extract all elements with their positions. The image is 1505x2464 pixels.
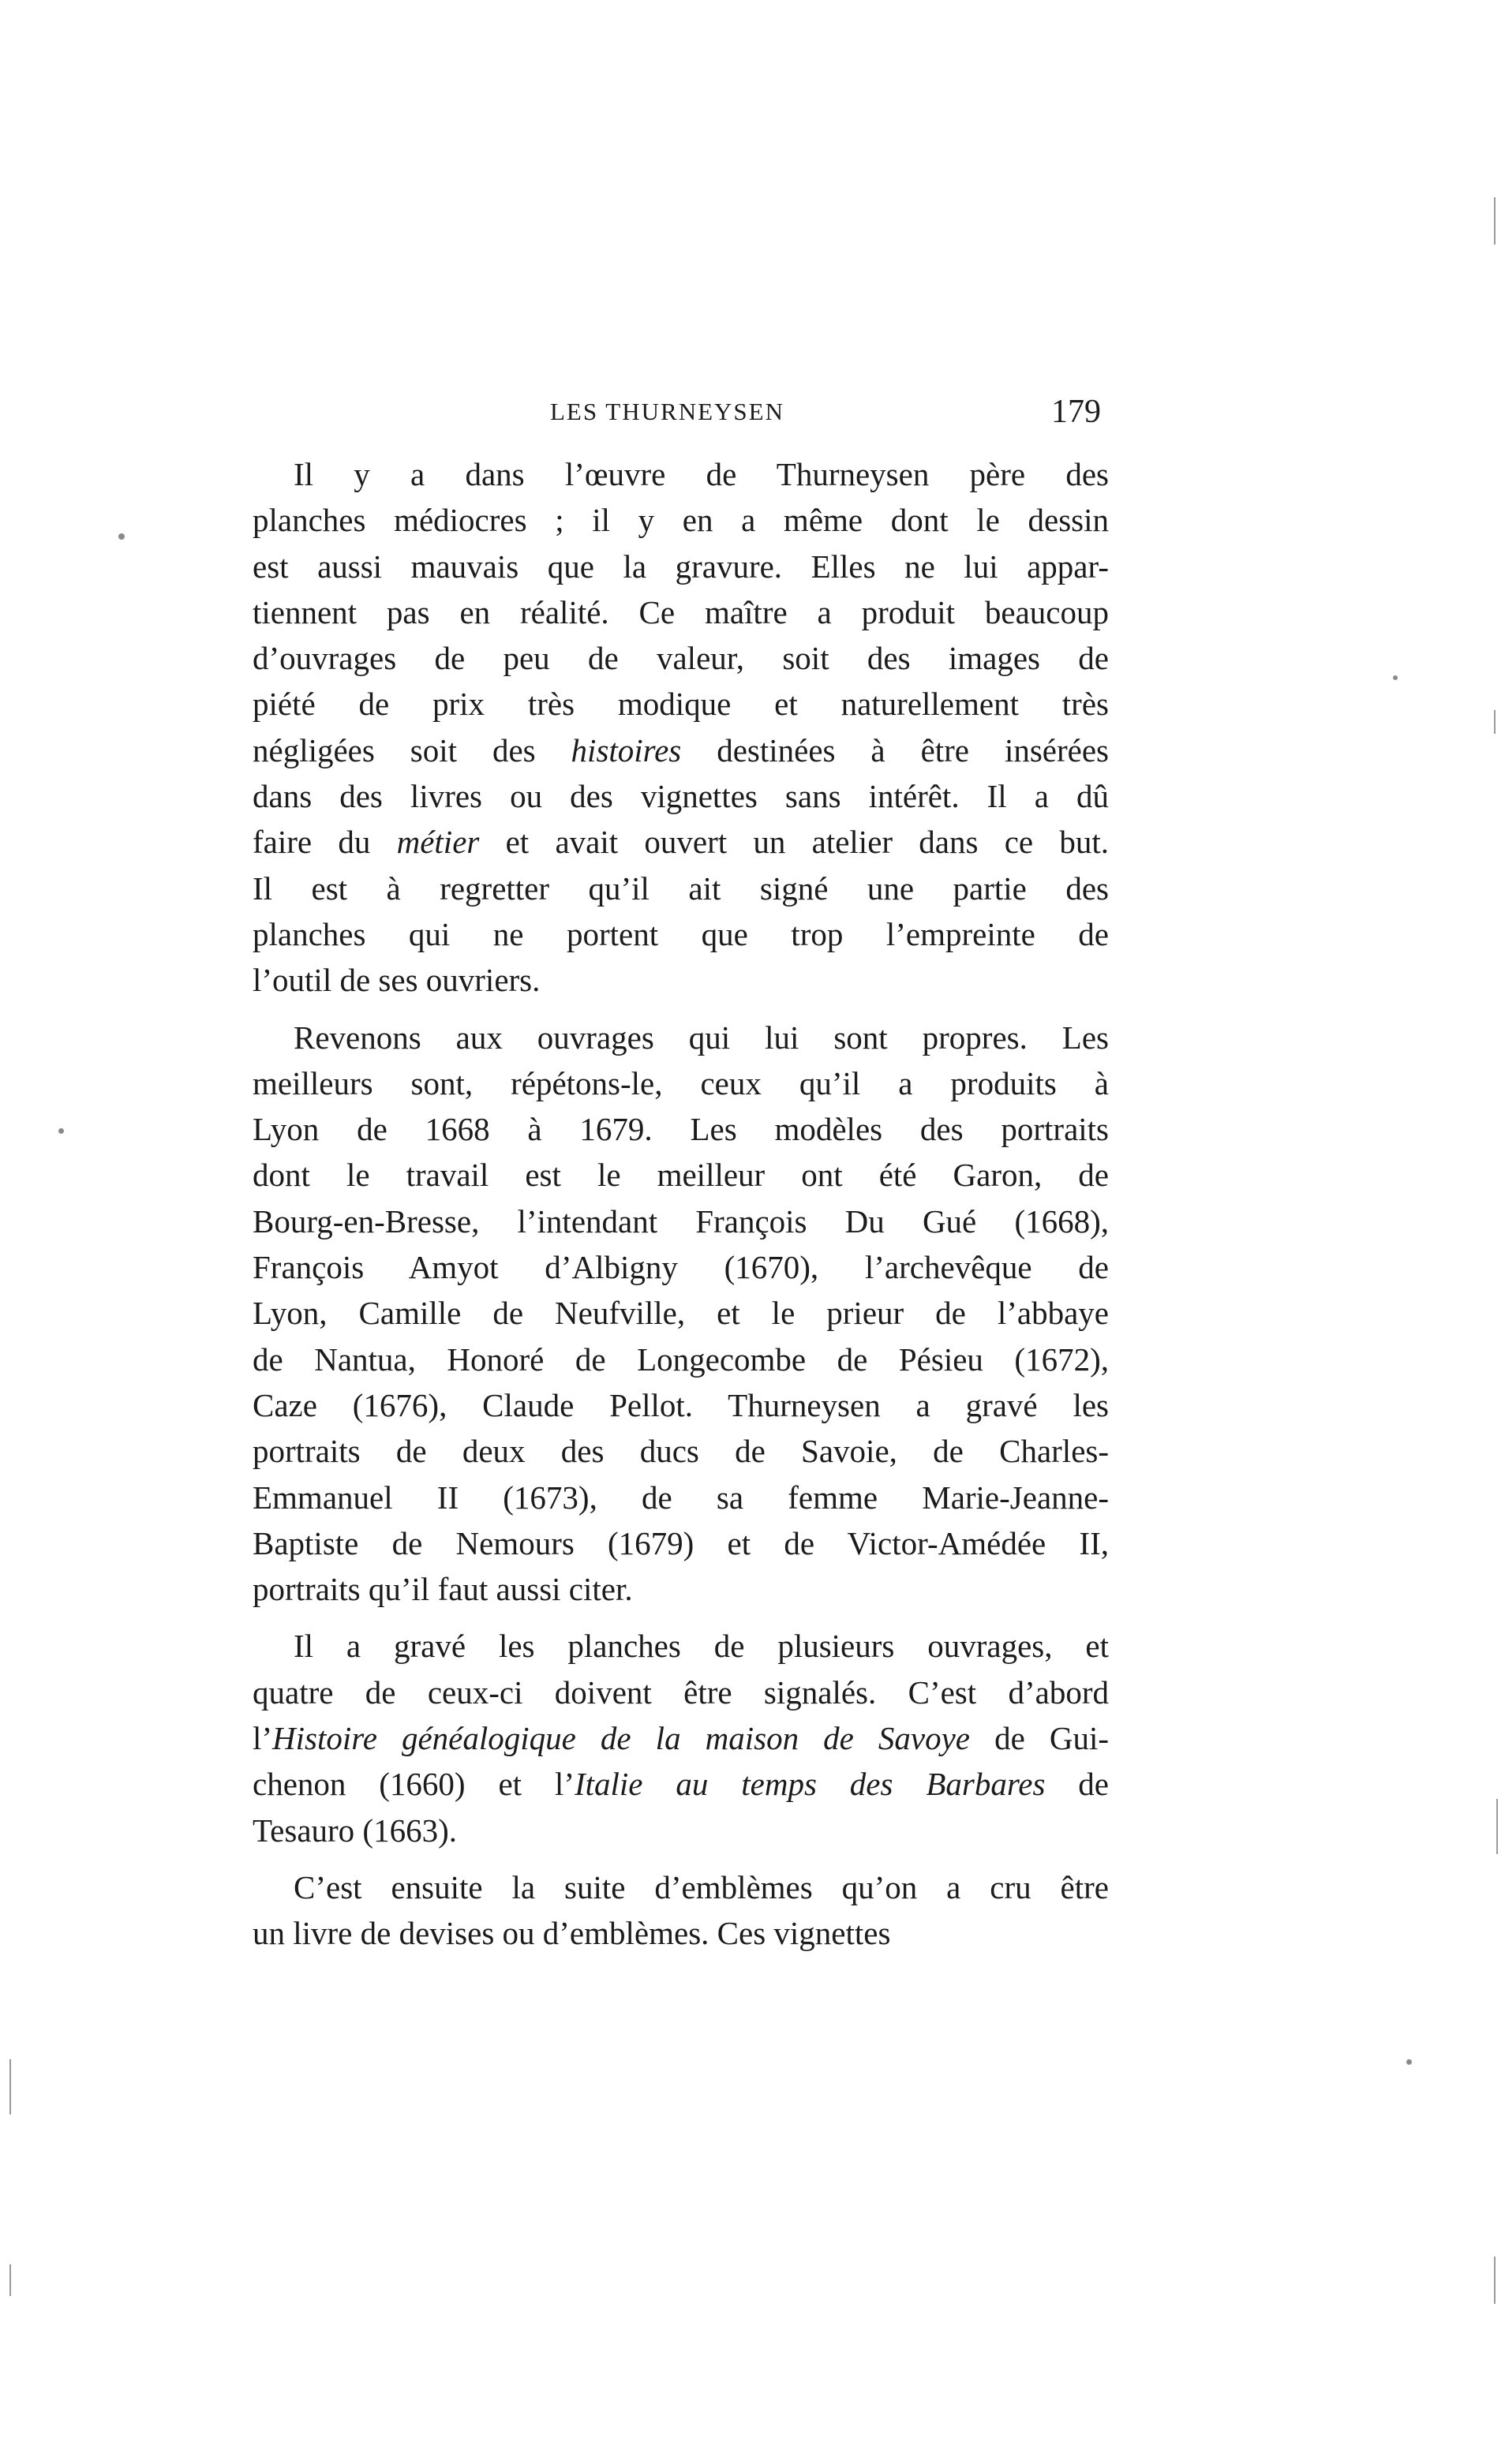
text-line: Lyon de 1668 à 1679. Les modèles des portraits <box>253 1111 1109 1148</box>
scan-mark <box>1496 1799 1498 1854</box>
text-line: C’est ensuite la suite d’emblèmes qu’on a cru être <box>294 1868 1109 1905</box>
paragraph <box>253 1015 1109 1613</box>
text-segment: destinées à être insérées <box>681 731 1109 768</box>
text-segment: négligées soit des <box>253 731 571 768</box>
text-line: Revenons aux ouvrages qui lui sont propres. Les <box>294 1019 1109 1056</box>
page-number: 179 <box>1051 394 1101 430</box>
text-segment: de <box>1045 1766 1109 1803</box>
scan-mark <box>1494 710 1496 734</box>
text-line: quatre de ceux-ci doivent être signalés. C’est d’abord <box>253 1673 1109 1711</box>
text-line: l’outil de ses ouvriers. <box>253 962 541 999</box>
text-line <box>253 1715 1109 1761</box>
text-line: Emmanuel II (1673), de sa femme Marie-Jeanne- <box>253 1479 1109 1516</box>
paragraph <box>253 451 1109 1004</box>
text-line <box>253 819 1109 865</box>
paragraph <box>253 1864 1109 1957</box>
italic-title: métier <box>396 824 480 861</box>
text-line: tiennent pas en réalité. Ce maître a produit beaucoup <box>253 593 1109 630</box>
text-line: Caze (1676), Claude Pellot. Thurneysen a gravé les <box>253 1386 1109 1423</box>
text-line: portraits qu’il faut aussi citer. <box>253 1571 633 1608</box>
paragraph-gap <box>253 1612 1109 1623</box>
italic-title: Italie au temps des Barbares <box>574 1766 1046 1803</box>
scan-mark <box>1494 2256 1496 2304</box>
text-line: François Amyot d’Albigny (1670), l’archevêque de <box>253 1249 1109 1286</box>
running-head <box>256 393 1117 440</box>
scan-speck <box>58 1128 64 1134</box>
scan-mark <box>9 2264 11 2296</box>
italic-title: histoires <box>571 731 682 768</box>
text-line: Baptiste de Nemours (1679) et de Victor-Amédée II, <box>253 1524 1109 1561</box>
text-segment: et avait ouvert un atelier dans ce but. <box>479 824 1109 861</box>
text-line: Lyon, Camille de Neufville, et le prieur de l’abbaye <box>253 1295 1109 1332</box>
scan-mark <box>1494 197 1496 245</box>
text-line <box>253 727 1109 773</box>
text-line <box>253 1761 1109 1807</box>
text-line: de Nantua, Honoré de Longecombe de Pésieu (1672), <box>253 1340 1109 1378</box>
text-line: Bourg-en-Bresse, l’intendant François Du Gué (1668), <box>253 1202 1109 1239</box>
paragraph <box>253 1623 1109 1853</box>
text-line: meilleurs sont, répétons-le, ceux qu’il a produits à <box>253 1064 1109 1101</box>
text-line: un livre de devises ou d’emblèmes. Ces vignettes <box>253 1915 891 1952</box>
text-segment: de Gui- <box>970 1720 1109 1757</box>
text-segment: faire du <box>253 824 397 861</box>
italic-title: Histoire généalogique de la maison de Savoye <box>272 1720 971 1757</box>
running-title: LES THURNEYSEN <box>550 398 784 425</box>
text-line: Il y a dans l’œuvre de Thurneysen père des <box>294 456 1109 492</box>
text-line: planches médiocres ; il y en a même dont le dessin <box>253 502 1109 539</box>
text-line: Il est à regretter qu’il ait signé une partie des <box>253 869 1109 907</box>
text-line: piété de prix très modique et naturellement très <box>253 686 1109 723</box>
text-line: Tesauro (1663). <box>253 1812 457 1849</box>
text-segment: chenon (1660) et l’ <box>253 1766 575 1803</box>
text-line: est aussi mauvais que la gravure. Elles ne lui appar- <box>253 548 1109 585</box>
text-line: dont le travail est le meilleur ont été Garon, de <box>253 1157 1109 1194</box>
text-line: Il a gravé les planches de plusieurs ouvrages, et <box>294 1628 1109 1665</box>
text-line: dans des livres ou des vignettes sans intérêt. Il a dû <box>253 778 1109 815</box>
scan-mark <box>9 2059 11 2114</box>
scan-speck <box>1393 675 1398 680</box>
text-line: portraits de deux des ducs de Savoie, de Charles- <box>253 1433 1109 1470</box>
text-line: d’ouvrages de peu de valeur, soit des images de <box>253 640 1109 677</box>
text-line: planches qui ne portent que trop l’empreinte de <box>253 915 1109 952</box>
paragraph-gap <box>253 1004 1109 1015</box>
scan-speck <box>1406 2059 1412 2065</box>
paragraph-gap <box>253 1853 1109 1864</box>
body-text <box>253 451 1109 1957</box>
scan-speck <box>118 533 125 540</box>
text-segment: l’ <box>253 1720 273 1757</box>
